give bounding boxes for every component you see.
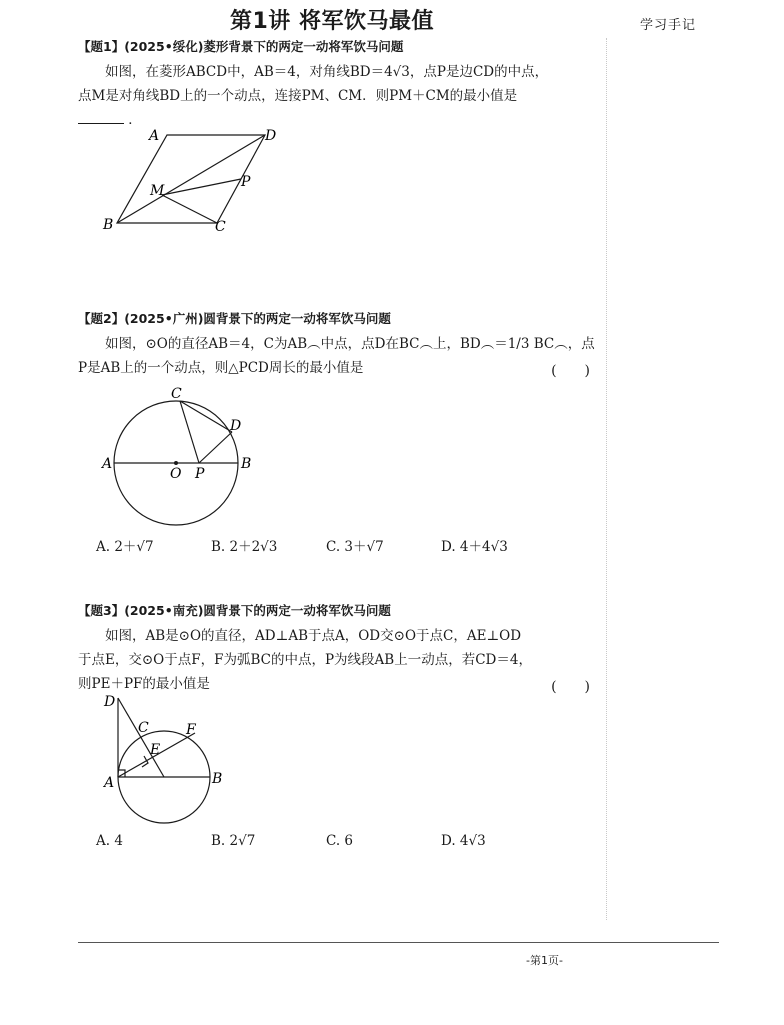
label-a: A: [104, 775, 115, 791]
problem-3-line-1: 如图，AB是⊙O的直径，AD⊥AB于点A，OD交⊙O于点C，AE⊥OD: [105, 628, 522, 644]
label-p: P: [195, 466, 205, 482]
label-d: D: [104, 694, 116, 710]
problem-2-header: 【题2】(2025•广州)圆背景下的两定一动将军饮马问题: [78, 311, 391, 326]
label-a: A: [102, 456, 113, 472]
problem-3-options: [96, 833, 556, 849]
problem-2-options: [96, 535, 556, 555]
segment-cm: [162, 195, 217, 223]
problem-3-answer-paren: ( ): [551, 679, 590, 695]
option-b[interactable]: B. 2＋2√3: [211, 539, 278, 555]
problem-2: [78, 310, 598, 380]
label-d: D: [265, 128, 277, 144]
label-c: C: [215, 219, 226, 235]
label-m: M: [150, 183, 165, 199]
notes-column-divider: [606, 38, 607, 920]
label-p: P: [241, 174, 251, 190]
label-b: B: [241, 456, 252, 472]
problem-2-line-2: P是AB上的一个动点，则△PCD周长的最小值是: [78, 360, 364, 376]
label-a: A: [149, 128, 160, 144]
problem-1-header: 【题1】(2025•绥化)菱形背景下的两定一动将军饮马问题: [78, 39, 404, 54]
circle-figure-3: [98, 690, 238, 830]
segment-pm: [162, 179, 241, 195]
problem-3-line-2: 于点E，交⊙O于点F，F为弧BC的中点，P为线段AB上一动点，若CD＝4，: [78, 652, 532, 668]
label-c: C: [138, 720, 149, 736]
study-notes-title: 学习手记: [640, 18, 697, 33]
label-f: F: [186, 722, 196, 738]
problem-2-body: [78, 332, 595, 380]
problem-3: [78, 602, 598, 696]
option-a[interactable]: A. 4: [96, 833, 123, 849]
problem-1-line-1: 如图，在菱形ABCD中，AB＝4，对角线BD＝4√3，点P是边CD的中点，: [105, 64, 549, 80]
problem-3-header: 【题3】(2025•南充)圆背景下的两定一动将军饮马问题: [78, 603, 391, 618]
rhombus-figure: [95, 122, 295, 237]
label-o: O: [170, 466, 182, 482]
page-title: 第1讲 将军饮马最值: [230, 9, 434, 34]
problem-3-line-3: 则PE＋PF的最小值是: [78, 676, 210, 692]
page-number: -第1页-: [526, 954, 563, 967]
label-c: C: [171, 386, 182, 402]
problem-1-line-2: 点M是对角线BD上的一个动点，连接PM、CM．则PM＋CM的最小值是: [78, 88, 518, 104]
label-d: D: [230, 418, 242, 434]
option-d[interactable]: D. 4√3: [441, 833, 486, 849]
problem-3-body: [78, 624, 588, 696]
problem-2-answer-paren: ( ): [551, 363, 590, 379]
center-point: [174, 461, 178, 465]
label-e: E: [150, 742, 161, 758]
segment-dp: [199, 432, 232, 463]
option-d[interactable]: D. 4＋4√3: [441, 539, 508, 555]
label-b: B: [103, 217, 114, 233]
option-b[interactable]: B. 2√7: [211, 833, 256, 849]
circle-figure-2: [98, 382, 263, 530]
option-c[interactable]: C. 6: [326, 833, 354, 849]
problem-2-line-1: 如图，⊙O的直径AB＝4，C为AB︵中点，点D在BC︵上，BD︵＝1/3 BC︵，点: [105, 336, 595, 352]
option-a[interactable]: A. 2＋√7: [96, 539, 154, 555]
problem-1-line-3-text: ．: [128, 112, 142, 128]
option-c[interactable]: C. 3＋√7: [326, 539, 384, 555]
segment-od: [118, 698, 164, 777]
problem-1: [78, 38, 598, 132]
footer-divider: [78, 942, 719, 943]
label-b: B: [212, 771, 223, 787]
